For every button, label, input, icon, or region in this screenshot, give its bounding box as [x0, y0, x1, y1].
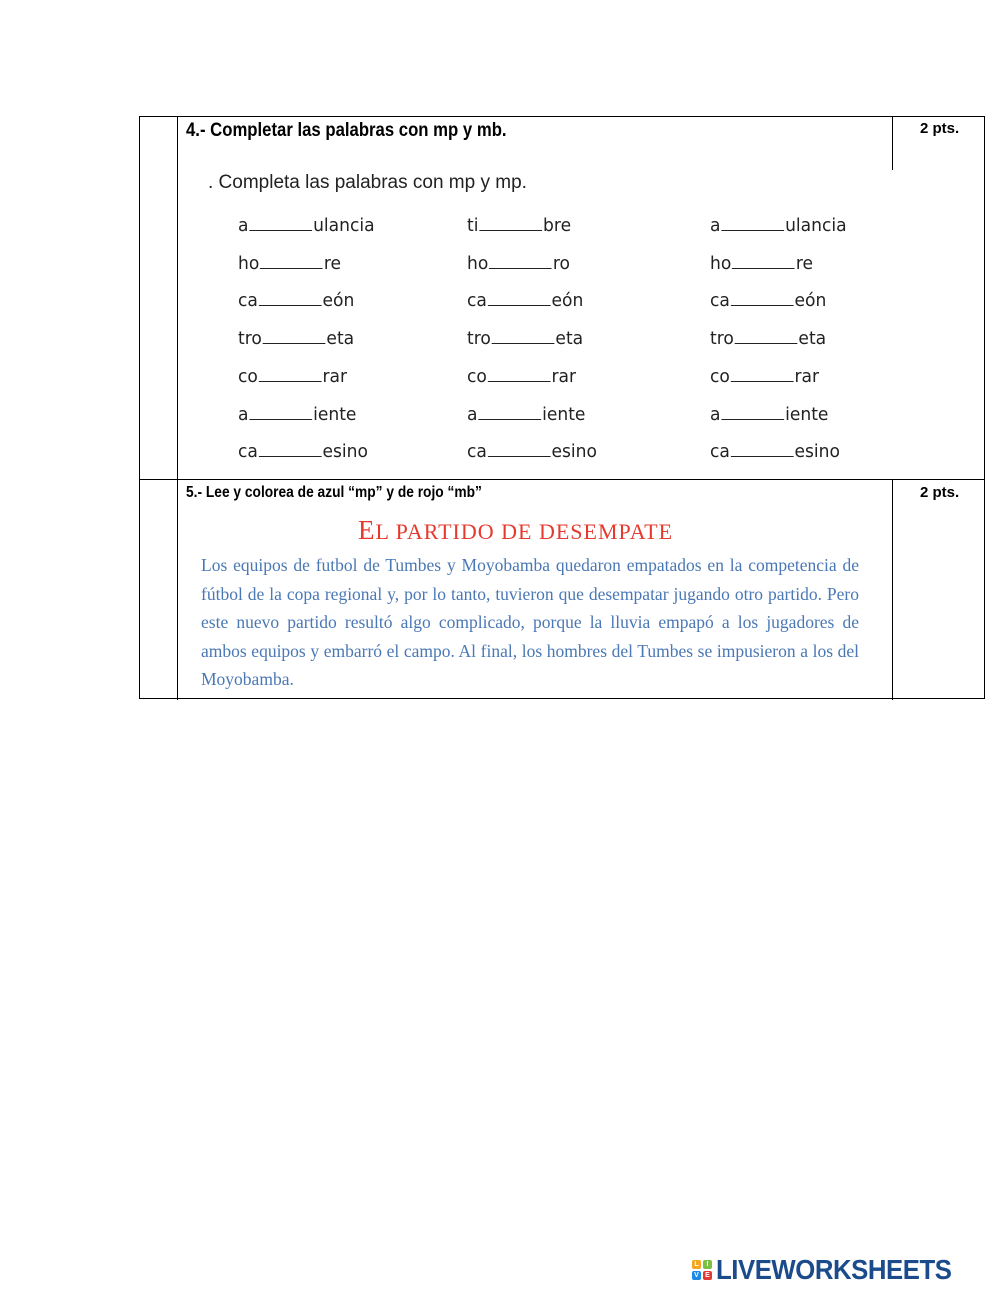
word-prefix: ho — [238, 252, 260, 274]
word-suffix: iente — [785, 403, 829, 425]
fill-in-word — [710, 290, 826, 311]
row-divider — [140, 479, 984, 480]
word-suffix: eón — [551, 290, 584, 312]
fill-in-word — [238, 404, 356, 425]
word-suffix: bre — [543, 215, 572, 236]
fill-in-word — [238, 215, 375, 236]
word-suffix: iente — [313, 403, 357, 425]
story-title-initial: E — [358, 515, 376, 545]
word-suffix: eta — [326, 328, 355, 350]
word-suffix: eta — [798, 328, 827, 350]
word-prefix: ca — [238, 290, 258, 312]
word-prefix: ti — [467, 215, 479, 236]
word-prefix: ho — [710, 252, 732, 274]
fill-in-word — [467, 253, 570, 274]
answer-blank[interactable] — [721, 405, 784, 420]
answer-blank[interactable] — [731, 291, 794, 306]
word-suffix: eón — [794, 290, 827, 312]
answer-blank[interactable] — [488, 367, 551, 382]
answer-blank[interactable] — [259, 442, 322, 457]
fill-in-word — [710, 215, 847, 236]
word-prefix: a — [238, 215, 249, 236]
word-prefix: co — [710, 365, 730, 387]
fill-in-word — [238, 441, 368, 462]
fill-in-word — [710, 366, 819, 387]
column-divider-left — [177, 117, 178, 700]
answer-blank[interactable] — [479, 216, 542, 231]
word-suffix: esino — [551, 441, 597, 463]
answer-blank[interactable] — [731, 442, 794, 457]
word-suffix: ulancia — [313, 215, 375, 236]
question-4-title: 4.- Completar las palabras con mp y mb. — [186, 120, 507, 141]
fill-in-word — [238, 328, 354, 349]
story-title-rest: L PARTIDO DE DESEMPATE — [375, 519, 674, 544]
answer-blank[interactable] — [260, 254, 323, 269]
word-suffix: re — [323, 252, 342, 274]
column-divider-right — [892, 117, 893, 170]
question-5-points: 2 pts. — [920, 484, 960, 501]
word-suffix: esino — [794, 441, 840, 463]
answer-blank[interactable] — [249, 405, 312, 420]
fill-in-word — [467, 366, 576, 387]
fill-in-word — [710, 404, 828, 425]
story-paragraph: Los equipos de futbol de Tumbes y Moyobamba quedaron empatados en la competencia de fútbol de la copa regional y, por lo tanto, tuvieron que desempatar jugando otro partido. Pero este nuevo partido resultó algo complicado, porque la lluvia empapó a los jugadores de ambos equipos y embarró el campo. Al final, los hombres del Tumbes se impusieron a los del Moyobamba. — [201, 555, 859, 689]
word-prefix: ca — [467, 441, 487, 463]
fill-in-word — [467, 215, 571, 236]
logo-mark-tile: L — [692, 1260, 701, 1269]
word-suffix: iente — [542, 403, 586, 425]
question-5-title: 5.- Lee y colorea de azul “mp” y de rojo “mb” — [186, 484, 482, 501]
word-prefix: ca — [238, 441, 258, 463]
logo-mark-tile: I — [703, 1260, 712, 1269]
answer-blank[interactable] — [263, 329, 326, 344]
fill-in-word — [467, 441, 597, 462]
answer-blank[interactable] — [489, 254, 552, 269]
answer-blank[interactable] — [492, 329, 555, 344]
answer-blank[interactable] — [259, 367, 322, 382]
logo-mark-tile: V — [692, 1271, 701, 1280]
answer-blank[interactable] — [259, 291, 322, 306]
word-prefix: ca — [710, 441, 730, 463]
word-prefix: a — [467, 403, 478, 425]
word-prefix: tro — [467, 328, 491, 350]
fill-in-word — [467, 328, 583, 349]
story-title — [358, 515, 673, 546]
fill-in-word — [238, 253, 341, 274]
fill-in-word — [710, 441, 840, 462]
fill-in-word — [238, 290, 354, 311]
worksheet-table — [139, 116, 985, 699]
word-suffix: ulancia — [785, 215, 847, 236]
fill-in-word — [467, 290, 583, 311]
fill-in-word — [238, 366, 347, 387]
word-prefix: ca — [710, 290, 730, 312]
word-prefix: a — [710, 215, 721, 236]
word-suffix: rar — [551, 365, 577, 387]
answer-blank[interactable] — [478, 405, 541, 420]
word-suffix: rar — [322, 365, 348, 387]
word-prefix: co — [238, 365, 258, 387]
logo-mark-icon — [692, 1260, 712, 1280]
answer-blank[interactable] — [735, 329, 798, 344]
word-suffix: eta — [555, 328, 584, 350]
word-suffix: eón — [322, 290, 355, 312]
word-prefix: tro — [238, 328, 262, 350]
word-prefix: tro — [710, 328, 734, 350]
fill-in-word — [710, 328, 826, 349]
fill-in-word — [710, 253, 813, 274]
answer-blank[interactable] — [488, 291, 551, 306]
word-completion-grid — [238, 215, 898, 475]
column-divider-right-lower — [892, 479, 893, 700]
word-suffix: rar — [794, 365, 820, 387]
exercise-instruction: . Completa las palabras con mp y mp. — [208, 172, 527, 193]
word-prefix: a — [238, 403, 249, 425]
answer-blank[interactable] — [249, 216, 312, 231]
liveworksheets-logo — [692, 1255, 972, 1285]
fill-in-word — [467, 404, 585, 425]
logo-mark-tile: E — [703, 1271, 712, 1280]
word-suffix: re — [795, 252, 814, 274]
word-prefix: ho — [467, 252, 489, 274]
word-suffix: esino — [322, 441, 368, 463]
word-prefix: ca — [467, 290, 487, 312]
logo-text: LIVEWORKSHEETS — [716, 1254, 952, 1285]
answer-blank[interactable] — [732, 254, 795, 269]
question-4-points: 2 pts. — [920, 120, 960, 137]
answer-blank[interactable] — [721, 216, 784, 231]
answer-blank[interactable] — [731, 367, 794, 382]
answer-blank[interactable] — [488, 442, 551, 457]
word-prefix: a — [710, 403, 721, 425]
word-suffix: ro — [552, 252, 571, 274]
word-prefix: co — [467, 365, 487, 387]
